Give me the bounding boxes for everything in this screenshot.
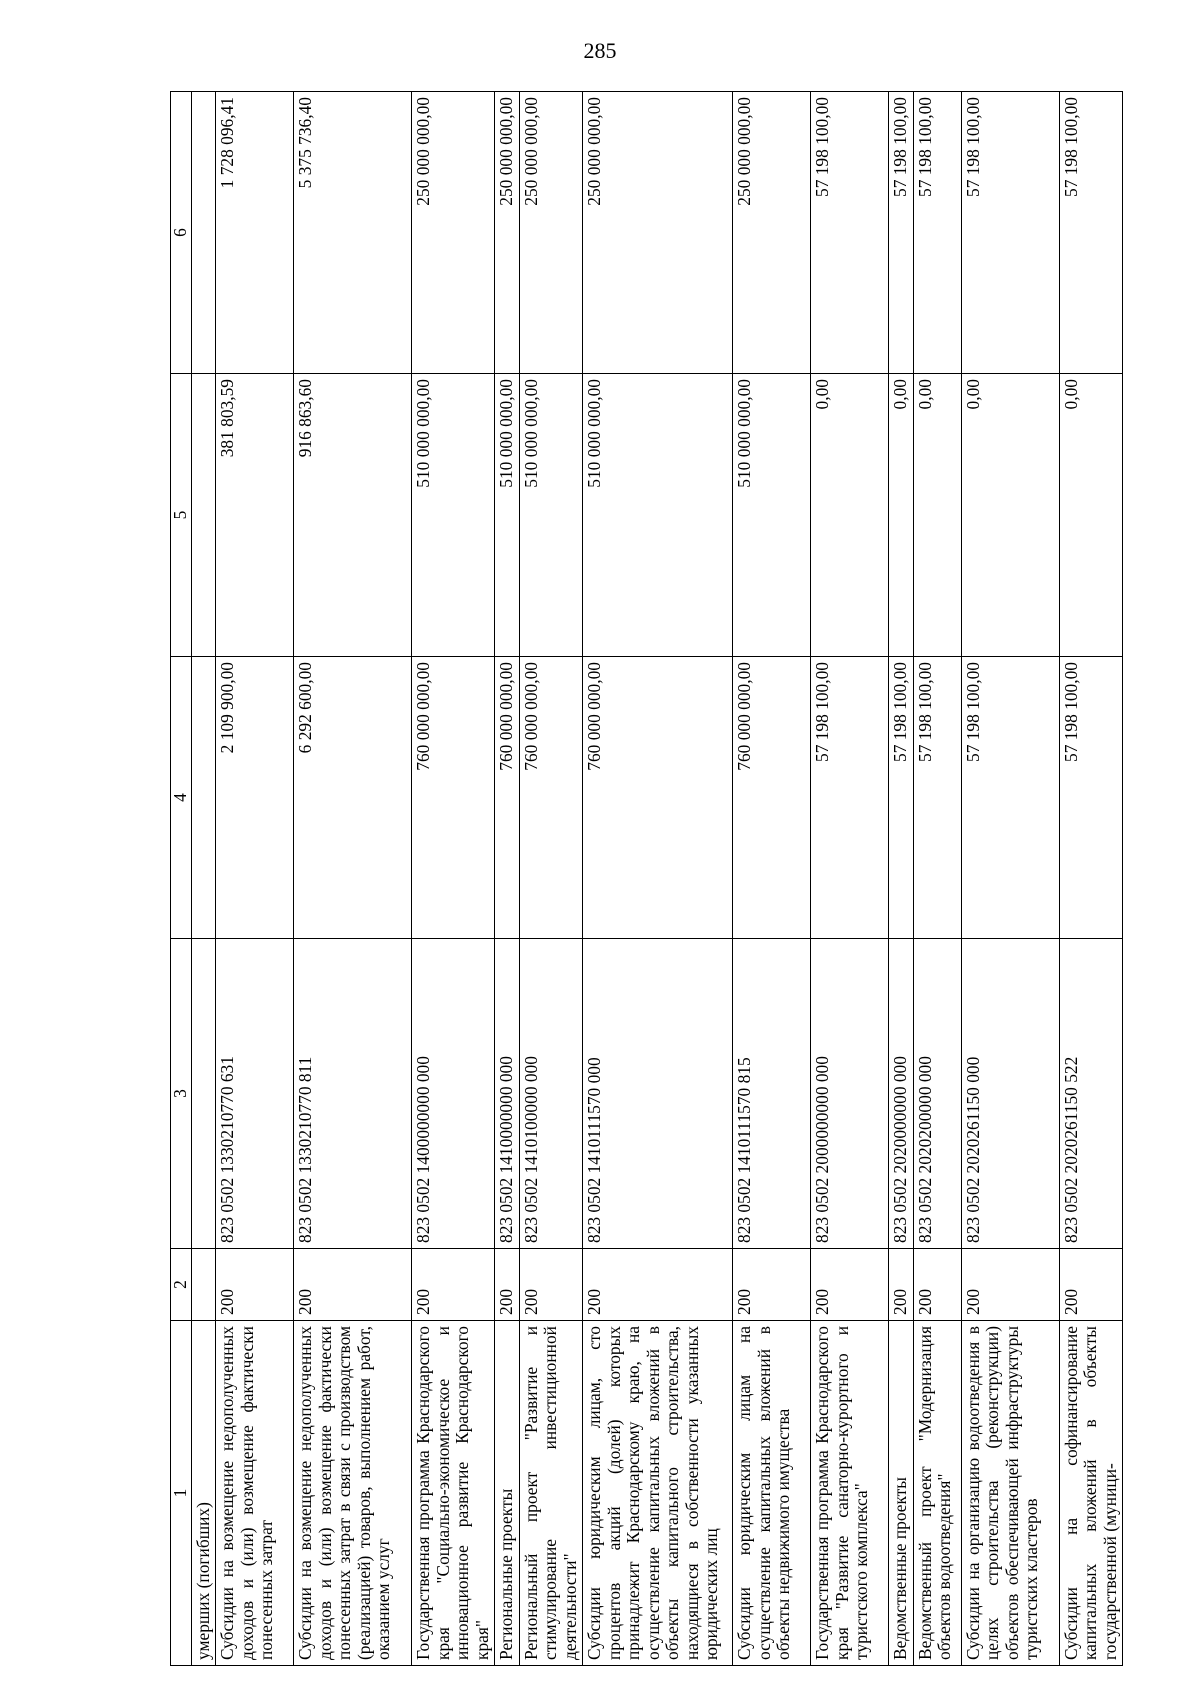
row-code: 200 bbox=[294, 1249, 412, 1321]
table-row bbox=[913, 92, 961, 1666]
row-value-6 bbox=[192, 92, 216, 374]
row-kbk: 823 0502 1410111570 815 bbox=[733, 939, 811, 1249]
row-value-5: 0,00 bbox=[961, 374, 1059, 657]
row-value-5: 510 000 000,00 bbox=[412, 374, 495, 657]
header-cell-5: 5 bbox=[171, 374, 192, 657]
row-value-4: 57 198 100,00 bbox=[1059, 657, 1122, 939]
header-cell-1: 1 bbox=[171, 1321, 192, 1666]
header-cell-6: 6 bbox=[171, 92, 192, 374]
table-row bbox=[216, 92, 294, 1666]
row-kbk: 823 0502 1330210770 811 bbox=[294, 939, 412, 1249]
row-code: 200 bbox=[1059, 1249, 1122, 1321]
row-value-6: 57 198 100,00 bbox=[961, 92, 1059, 374]
row-value-5: 510 000 000,00 bbox=[495, 374, 519, 657]
row-kbk bbox=[192, 939, 216, 1249]
row-name: Государственная программа Краснодарского края "Развитие санаторно-курортного и туристского комплекса" bbox=[811, 1321, 889, 1666]
row-kbk: 823 0502 2020200000 000 bbox=[913, 939, 961, 1249]
row-code: 200 bbox=[811, 1249, 889, 1321]
row-name: Субсидии на возмещение недополученных доходов и (или) возмещение фактически понесенных затрат bbox=[216, 1321, 294, 1666]
row-value-4: 760 000 000,00 bbox=[495, 657, 519, 939]
table-row bbox=[294, 92, 412, 1666]
row-name: Ведомственные проекты bbox=[889, 1321, 913, 1666]
row-value-6: 57 198 100,00 bbox=[1059, 92, 1122, 374]
row-value-6: 250 000 000,00 bbox=[519, 92, 582, 374]
table-row bbox=[811, 92, 889, 1666]
table-header-row bbox=[171, 92, 192, 1666]
row-name: Субсидии юридическим лицам на осуществление капитальных вложений в объекты недвижимого имущества bbox=[733, 1321, 811, 1666]
row-value-6: 250 000 000,00 bbox=[495, 92, 519, 374]
row-name: умерших (погибших) bbox=[192, 1321, 216, 1666]
header-cell-4: 4 bbox=[171, 657, 192, 939]
table-row bbox=[412, 92, 495, 1666]
table-row bbox=[889, 92, 913, 1666]
row-value-4: 57 198 100,00 bbox=[889, 657, 913, 939]
row-kbk: 823 0502 2020261150 000 bbox=[961, 939, 1059, 1249]
row-value-4: 2 109 900,00 bbox=[216, 657, 294, 939]
row-value-4: 760 000 000,00 bbox=[733, 657, 811, 939]
row-kbk: 823 0502 1330210770 631 bbox=[216, 939, 294, 1249]
row-value-4: 760 000 000,00 bbox=[412, 657, 495, 939]
row-code bbox=[192, 1249, 216, 1321]
row-value-6: 57 198 100,00 bbox=[913, 92, 961, 374]
row-value-4: 57 198 100,00 bbox=[811, 657, 889, 939]
row-kbk: 823 0502 1400000000 000 bbox=[412, 939, 495, 1249]
row-code: 200 bbox=[412, 1249, 495, 1321]
row-value-5: 510 000 000,00 bbox=[519, 374, 582, 657]
row-name: Региональный проект "Развитие и стимулирование инвестиционной деятельности" bbox=[519, 1321, 582, 1666]
budget-table bbox=[170, 91, 1123, 1666]
row-name: Субсидии на возмещение недополученных доходов и (или) возмещение фактически понесенных затрат в связи с производством (реализацией) товаров, выполнением работ, оказанием услуг bbox=[294, 1321, 412, 1666]
row-value-6: 57 198 100,00 bbox=[889, 92, 913, 374]
row-name: Субсидии юридическим лицам, сто процентов акций (долей) которых принадлежит Краснодарскому краю, на осуществление капитальных вложений в объекты капитального строительства, находящиеся в собственности указанных юридических лиц bbox=[583, 1321, 733, 1666]
row-value-5: 510 000 000,00 bbox=[583, 374, 733, 657]
row-value-5: 916 863,60 bbox=[294, 374, 412, 657]
row-kbk: 823 0502 1410000000 000 bbox=[495, 939, 519, 1249]
page-number: 285 bbox=[583, 38, 617, 63]
table-row bbox=[961, 92, 1059, 1666]
table-container bbox=[170, 92, 1120, 1666]
row-code: 200 bbox=[495, 1249, 519, 1321]
row-kbk: 823 0502 2020000000 000 bbox=[889, 939, 913, 1249]
row-code: 200 bbox=[913, 1249, 961, 1321]
row-code: 200 bbox=[519, 1249, 582, 1321]
row-kbk: 823 0502 1410111570 000 bbox=[583, 939, 733, 1249]
table-row bbox=[519, 92, 582, 1666]
row-value-4: 6 292 600,00 bbox=[294, 657, 412, 939]
table-row bbox=[192, 92, 216, 1666]
row-value-6: 250 000 000,00 bbox=[733, 92, 811, 374]
row-name: Государственная программа Краснодарского края "Социально-экономическое и инновационное развитие Краснодарского края" bbox=[412, 1321, 495, 1666]
row-value-4: 57 198 100,00 bbox=[961, 657, 1059, 939]
row-value-4: 57 198 100,00 bbox=[913, 657, 961, 939]
table-row bbox=[583, 92, 733, 1666]
row-code: 200 bbox=[216, 1249, 294, 1321]
row-code: 200 bbox=[583, 1249, 733, 1321]
row-value-5: 0,00 bbox=[811, 374, 889, 657]
table-row bbox=[733, 92, 811, 1666]
row-value-5: 381 803,59 bbox=[216, 374, 294, 657]
row-value-6: 250 000 000,00 bbox=[412, 92, 495, 374]
row-value-4: 760 000 000,00 bbox=[519, 657, 582, 939]
row-value-5: 510 000 000,00 bbox=[733, 374, 811, 657]
row-value-5: 0,00 bbox=[1059, 374, 1122, 657]
row-value-6: 250 000 000,00 bbox=[583, 92, 733, 374]
row-value-6: 1 728 096,41 bbox=[216, 92, 294, 374]
row-name: Ведомственный проект "Модернизация объектов водоотведения" bbox=[913, 1321, 961, 1666]
row-code: 200 bbox=[961, 1249, 1059, 1321]
row-value-4: 760 000 000,00 bbox=[583, 657, 733, 939]
rotated-table-frame bbox=[170, 92, 1120, 1666]
row-value-4 bbox=[192, 657, 216, 939]
row-kbk: 823 0502 1410100000 000 bbox=[519, 939, 582, 1249]
table-row bbox=[1059, 92, 1122, 1666]
table-row bbox=[495, 92, 519, 1666]
row-kbk: 823 0502 2000000000 000 bbox=[811, 939, 889, 1249]
row-code: 200 bbox=[733, 1249, 811, 1321]
row-value-6: 5 375 736,40 bbox=[294, 92, 412, 374]
row-name: Региональные проекты bbox=[495, 1321, 519, 1666]
row-value-6: 57 198 100,00 bbox=[811, 92, 889, 374]
header-cell-3: 3 bbox=[171, 939, 192, 1249]
row-code: 200 bbox=[889, 1249, 913, 1321]
header-cell-2: 2 bbox=[171, 1249, 192, 1321]
row-name: Субсидии на организацию водоотведения в целях строительства (реконструкции) объектов обеспечивающей инфраструктуры туристских кластеров bbox=[961, 1321, 1059, 1666]
row-name: Субсидии на софинансирование капитальных вложений в объекты государственной (муници- bbox=[1059, 1321, 1122, 1666]
row-value-5 bbox=[192, 374, 216, 657]
row-kbk: 823 0502 2020261150 522 bbox=[1059, 939, 1122, 1249]
row-value-5: 0,00 bbox=[889, 374, 913, 657]
row-value-5: 0,00 bbox=[913, 374, 961, 657]
